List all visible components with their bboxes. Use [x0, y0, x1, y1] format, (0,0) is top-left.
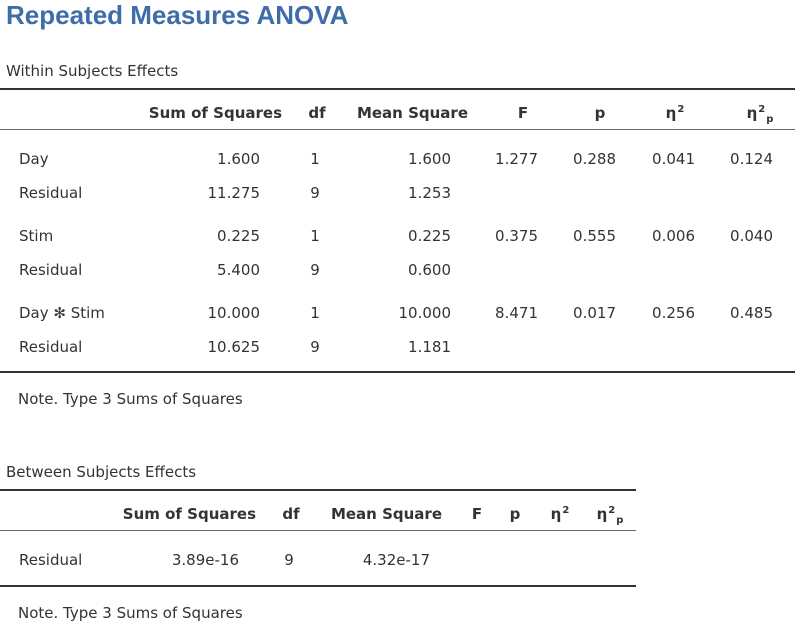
within-cell-label: Residual	[19, 261, 83, 279]
within-cell-label: Residual	[19, 338, 83, 356]
within-cell-eta2: 0.006	[652, 227, 695, 245]
within-cell-df: 9	[310, 184, 320, 202]
within-cell-ms: 0.600	[408, 261, 451, 279]
between-header-partial-eta-squared: $\eta^2_p$	[596, 505, 624, 526]
within-cell-ss: 5.400	[217, 261, 260, 279]
within-cell-ss: 10.625	[207, 338, 260, 356]
within-cell-eta2: 0.256	[652, 304, 695, 322]
between-header-df: df	[282, 505, 300, 523]
within-top-rule	[0, 88, 795, 90]
within-cell-F: 1.277	[495, 150, 538, 168]
between-header-eta-squared: $\eta^2$	[550, 505, 570, 523]
between-header-rule	[0, 530, 636, 531]
within-cell-eta2p: 0.040	[730, 227, 773, 245]
within-cell-p: 0.555	[573, 227, 616, 245]
within-note: Note. Type 3 Sums of Squares	[18, 390, 243, 408]
between-header-sum-of-squares: Sum of Squares	[122, 505, 256, 523]
within-header-df: df	[308, 104, 326, 122]
within-cell-label: Day ✻ Stim	[19, 304, 105, 322]
within-cell-ms: 10.000	[398, 304, 451, 322]
within-cell-ss: 0.225	[217, 227, 260, 245]
within-cell-df: 9	[310, 261, 320, 279]
within-cell-F: 8.471	[495, 304, 538, 322]
within-header-partial-eta-squared: $\eta^2_p$	[746, 104, 774, 125]
within-cell-ss: 11.275	[207, 184, 260, 202]
between-top-rule	[0, 489, 636, 491]
within-cell-ms: 0.225	[408, 227, 451, 245]
within-header-eta-squared: $\eta^2$	[665, 104, 685, 122]
within-cell-ms: 1.600	[408, 150, 451, 168]
within-header-p: p	[594, 104, 606, 122]
within-cell-ms: 1.253	[408, 184, 451, 202]
within-cell-label: Residual	[19, 184, 83, 202]
between-cell-df: 9	[284, 551, 294, 569]
within-cell-label: Day	[19, 150, 49, 168]
page-title: Repeated Measures ANOVA	[6, 0, 349, 30]
within-table-caption: Within Subjects Effects	[6, 62, 179, 80]
between-cell-label: Residual	[19, 551, 83, 569]
between-cell-ss: 3.89e-16	[171, 551, 239, 569]
between-table-caption: Between Subjects Effects	[6, 463, 197, 481]
between-header-p: p	[509, 505, 521, 523]
between-header-mean-square: Mean Square	[330, 505, 442, 523]
within-cell-p: 0.288	[573, 150, 616, 168]
between-header-f: F	[471, 505, 483, 523]
within-header-mean-square: Mean Square	[356, 104, 468, 122]
within-bottom-rule	[0, 371, 795, 373]
within-cell-df: 1	[310, 304, 320, 322]
between-cell-ms: 4.32e-17	[362, 551, 430, 569]
within-cell-eta2: 0.041	[652, 150, 695, 168]
between-bottom-rule	[0, 585, 636, 587]
within-cell-ss: 10.000	[207, 304, 260, 322]
within-cell-eta2p: 0.124	[730, 150, 773, 168]
within-cell-df: 1	[310, 150, 320, 168]
within-cell-df: 1	[310, 227, 320, 245]
within-header-sum-of-squares: Sum of Squares	[148, 104, 282, 122]
within-header-f: F	[517, 104, 529, 122]
within-cell-ms: 1.181	[408, 338, 451, 356]
within-cell-ss: 1.600	[217, 150, 260, 168]
within-cell-p: 0.017	[573, 304, 616, 322]
within-header-rule	[0, 129, 795, 130]
within-cell-F: 0.375	[495, 227, 538, 245]
within-cell-df: 9	[310, 338, 320, 356]
between-note: Note. Type 3 Sums of Squares	[18, 604, 243, 622]
within-cell-label: Stim	[19, 227, 54, 245]
within-cell-eta2p: 0.485	[730, 304, 773, 322]
